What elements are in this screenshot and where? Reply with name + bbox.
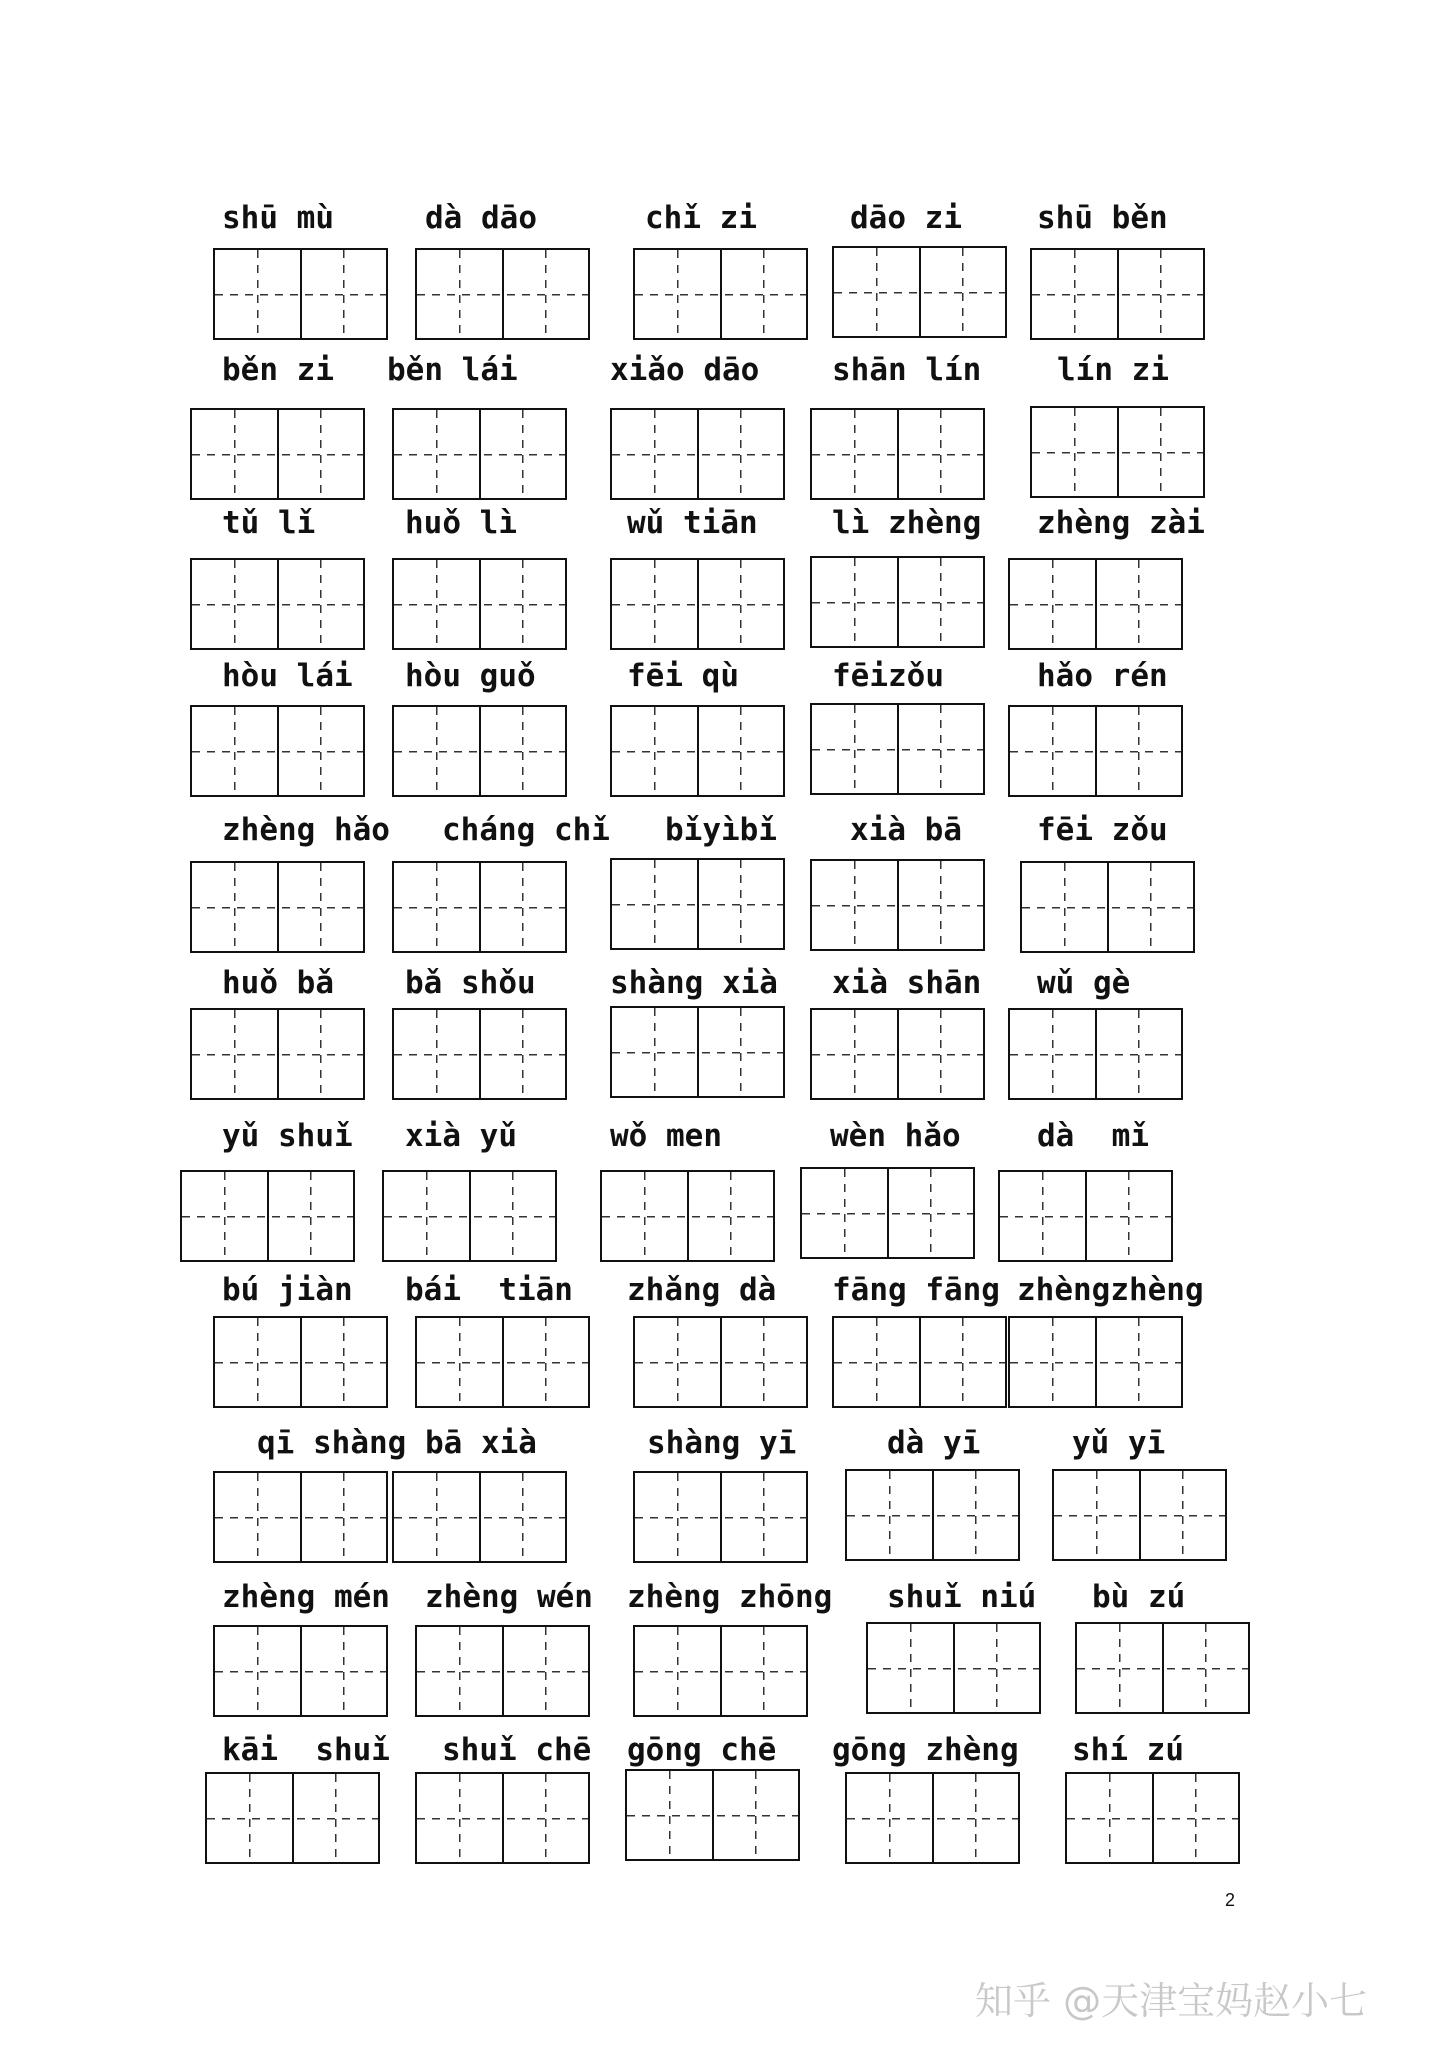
- pinyin-label: gōng zhèng: [832, 1732, 1019, 1768]
- pinyin-label: xià yǔ: [405, 1118, 517, 1154]
- pinyin-label: xià bā: [850, 812, 962, 848]
- writing-grid-box: [392, 1008, 567, 1100]
- writing-grid-box: [633, 1471, 808, 1563]
- pinyin-label: hǎo rén: [1037, 658, 1168, 694]
- pinyin-label: fāng fāng: [832, 1272, 1000, 1308]
- pinyin-label: xià shān: [832, 965, 982, 1001]
- pinyin-label: wǔ gè: [1037, 965, 1131, 1001]
- writing-grid-box: [633, 248, 808, 340]
- pinyin-label: dà mǐ: [1037, 1118, 1149, 1154]
- pinyin-label: dāo zi: [850, 200, 962, 236]
- pinyin-label: bú jiàn: [222, 1272, 353, 1308]
- writing-grid-box: [190, 861, 365, 953]
- writing-grid-box: [610, 705, 785, 797]
- pinyin-label: zhèng hǎo: [222, 812, 390, 848]
- writing-grid-box: [832, 246, 1007, 338]
- pinyin-label: hòu lái: [222, 658, 353, 694]
- pinyin-label: běn lái: [387, 352, 518, 388]
- writing-grid-box: [845, 1469, 1020, 1561]
- writing-grid-box: [1065, 1772, 1240, 1864]
- pinyin-label: shū mù: [222, 200, 334, 236]
- writing-grid-box: [810, 703, 985, 795]
- writing-grid-box: [1052, 1469, 1227, 1561]
- pinyin-label: shān lín: [832, 352, 982, 388]
- writing-grid-box: [610, 1006, 785, 1098]
- writing-grid-box: [213, 248, 388, 340]
- pinyin-label: zhèng mén: [222, 1579, 390, 1615]
- writing-grid-box: [800, 1167, 975, 1259]
- pinyin-label: chǐ zi: [645, 200, 757, 236]
- pinyin-label: zhǎng dà: [627, 1272, 777, 1308]
- pinyin-label: zhèngzhèng: [1017, 1272, 1204, 1308]
- pinyin-label: hòu guǒ: [405, 658, 536, 694]
- pinyin-label: zhèng wén: [425, 1579, 593, 1615]
- pinyin-label: shū běn: [1037, 200, 1168, 236]
- writing-grid-box: [190, 558, 365, 650]
- pinyin-label: tǔ lǐ: [222, 505, 316, 541]
- writing-grid-box: [633, 1316, 808, 1408]
- pinyin-label: shuǐ niú: [887, 1579, 1037, 1615]
- pinyin-label: shàng xià: [610, 965, 778, 1001]
- pinyin-label: xiǎo dāo: [610, 352, 760, 388]
- writing-grid-box: [1020, 861, 1195, 953]
- writing-grid-box: [392, 1471, 567, 1563]
- writing-grid-box: [415, 1625, 590, 1717]
- writing-grid-box: [866, 1622, 1041, 1714]
- pinyin-label: gōng chē: [627, 1732, 777, 1768]
- writing-grid-box: [810, 556, 985, 648]
- writing-grid-box: [213, 1625, 388, 1717]
- writing-grid-box: [392, 558, 567, 650]
- writing-grid-box: [1008, 1008, 1183, 1100]
- pinyin-label: qī shàng bā xià: [257, 1425, 537, 1461]
- pinyin-label: yǔ shuǐ: [222, 1118, 353, 1154]
- pinyin-label: wèn hǎo: [830, 1118, 961, 1154]
- pinyin-label: wǔ tiān: [627, 505, 758, 541]
- writing-grid-box: [392, 861, 567, 953]
- page-number: 2: [1225, 1890, 1236, 1910]
- writing-grid-box: [610, 858, 785, 950]
- pinyin-label: dà dāo: [425, 200, 537, 236]
- writing-grid-box: [1008, 1316, 1183, 1408]
- writing-grid-box: [382, 1170, 557, 1262]
- writing-grid-box: [205, 1772, 380, 1864]
- writing-grid-box: [392, 705, 567, 797]
- pinyin-label: zhèng zài: [1037, 505, 1205, 541]
- pinyin-label: yǔ yī: [1072, 1425, 1166, 1461]
- writing-grid-box: [1008, 558, 1183, 650]
- pinyin-label: bù zú: [1092, 1579, 1186, 1615]
- pinyin-label: fēi qù: [627, 658, 739, 694]
- pinyin-label: fēizǒu: [832, 658, 944, 694]
- watermark: 知乎 @天津宝妈赵小七: [975, 1979, 1368, 2023]
- writing-grid-box: [213, 1316, 388, 1408]
- writing-grid-box: [415, 248, 590, 340]
- writing-grid-box: [415, 1316, 590, 1408]
- pinyin-label: bái tiān: [405, 1272, 573, 1308]
- writing-grid-box: [1075, 1622, 1250, 1714]
- pinyin-label: wǒ men: [610, 1118, 722, 1154]
- writing-grid-box: [190, 705, 365, 797]
- pinyin-label: bǎ shǒu: [405, 965, 536, 1001]
- pinyin-label: huǒ lì: [405, 505, 517, 541]
- writing-grid-box: [1008, 705, 1183, 797]
- pinyin-label: lín zi: [1057, 352, 1169, 388]
- writing-grid-box: [633, 1625, 808, 1717]
- writing-grid-box: [190, 1008, 365, 1100]
- writing-grid-box: [180, 1170, 355, 1262]
- writing-grid-box: [392, 408, 567, 500]
- writing-grid-box: [1030, 248, 1205, 340]
- writing-grid-box: [600, 1170, 775, 1262]
- writing-grid-box: [810, 408, 985, 500]
- writing-grid-box: [832, 1316, 1007, 1408]
- pinyin-label: cháng chǐ: [442, 812, 610, 848]
- writing-grid-box: [610, 408, 785, 500]
- writing-grid-box: [1030, 406, 1205, 498]
- pinyin-label: dà yī: [887, 1425, 981, 1461]
- pinyin-label: běn zi: [222, 352, 334, 388]
- pinyin-label: fēi zǒu: [1037, 812, 1168, 848]
- pinyin-label: kāi shuǐ: [222, 1732, 390, 1768]
- pinyin-label: shuǐ chē: [442, 1732, 592, 1768]
- pinyin-label: lì zhèng: [832, 505, 982, 541]
- writing-grid-box: [810, 859, 985, 951]
- writing-grid-box: [610, 558, 785, 650]
- writing-grid-box: [998, 1170, 1173, 1262]
- writing-grid-box: [845, 1772, 1020, 1864]
- pinyin-label: bǐyìbǐ: [665, 812, 777, 848]
- writing-grid-box: [810, 1008, 985, 1100]
- writing-grid-box: [190, 408, 365, 500]
- writing-grid-box: [625, 1769, 800, 1861]
- writing-grid-box: [415, 1772, 590, 1864]
- pinyin-label: zhèng zhōng: [627, 1579, 833, 1615]
- pinyin-label: shí zú: [1072, 1732, 1184, 1768]
- pinyin-label: shàng yī: [647, 1425, 797, 1461]
- pinyin-label: huǒ bǎ: [222, 965, 334, 1001]
- writing-grid-box: [213, 1471, 388, 1563]
